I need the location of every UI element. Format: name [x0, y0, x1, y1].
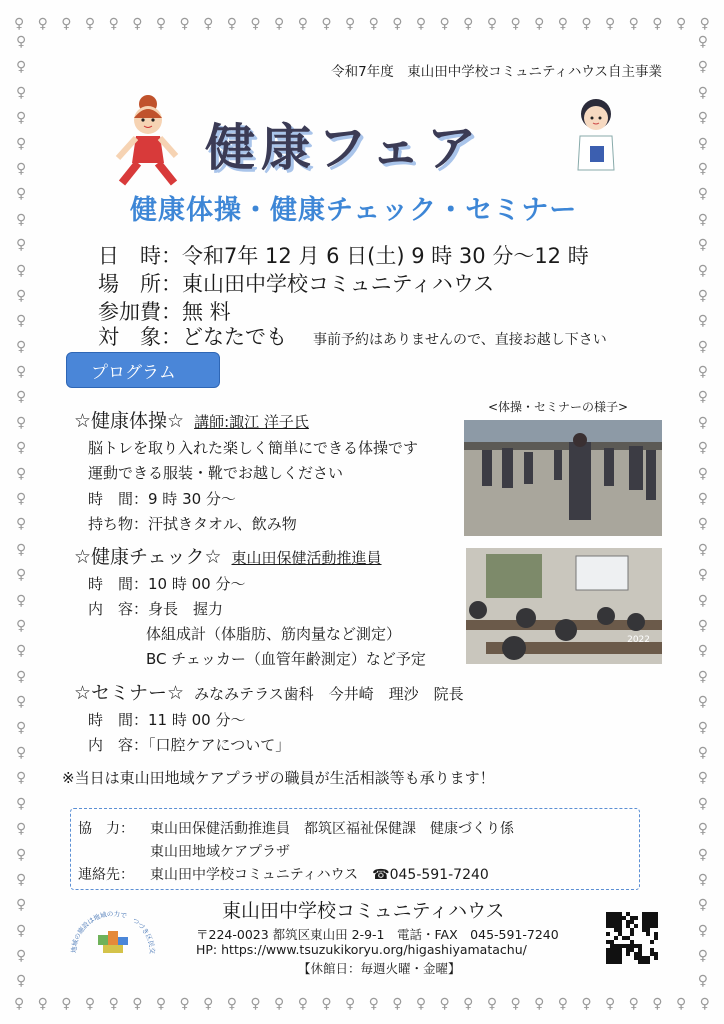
event-subtitle: 健康体操・健康チェック・セミナー	[130, 195, 578, 226]
border-figure-icon: ♀	[697, 795, 708, 812]
border-figure-icon: ♀	[132, 16, 143, 32]
info-datetime	[98, 240, 589, 270]
border-figure-icon: ♀	[697, 59, 708, 76]
border-figure-icon: ♀	[605, 996, 616, 1012]
border-figure-icon: ♀	[344, 996, 356, 1012]
program-badge: プログラム	[66, 352, 220, 388]
border-figure-icon: ♀	[203, 996, 214, 1012]
border-figure-icon: ♀	[510, 996, 521, 1012]
border-figure-icon: ♀	[628, 16, 639, 32]
border-figure-icon: ♀	[697, 414, 708, 431]
border-figure-icon: ♀	[557, 996, 568, 1012]
seminar-line: 時 間：11 時 00 分～	[88, 711, 246, 729]
border-figure-icon: ♀	[463, 996, 474, 1012]
contact-value: 東山田中学校コミュニティハウス ☎045-591-7240	[150, 867, 489, 883]
border-figure-icon: ♀	[274, 16, 285, 32]
border-figure-icon: ♀	[697, 262, 708, 279]
facility-address: 〒224-0023 都筑区東山田 2-9-1 電話・FAX 045-591-7240	[196, 927, 559, 942]
border-figure-icon: ♀	[697, 643, 708, 660]
border-figure-icon: ♀	[37, 996, 48, 1012]
border-figure-icon: ♀	[16, 694, 27, 711]
border-figure-icon: ♀	[16, 237, 27, 254]
border-figure-icon: ♀	[16, 338, 27, 355]
border-figure-icon: ♀	[297, 996, 308, 1012]
border-figure-icon: ♀	[16, 871, 27, 888]
border-figure-icon: ♀	[697, 973, 708, 990]
border-figure-icon: ♀	[16, 643, 27, 660]
border-figure-icon: ♀	[463, 16, 474, 32]
border-figure-icon: ♀	[697, 744, 708, 761]
border-figure-icon: ♀	[392, 16, 403, 32]
border-figure-icon: ♀	[226, 996, 238, 1012]
border-figure-icon: ♀	[368, 996, 379, 1012]
border-figure-icon: ♀	[16, 719, 27, 736]
border-figure-icon: ♀	[697, 160, 708, 177]
info-label: 場 所：	[98, 272, 182, 296]
check-organizer: 東山田保健活動推進員	[231, 549, 382, 567]
border-figure-icon: ♀	[321, 16, 332, 32]
border-figure-icon: ♀	[16, 135, 27, 152]
border-figure-icon: ♀	[16, 948, 27, 965]
border-figure-icon: ♀	[368, 16, 379, 32]
border-figure-icon: ♀	[16, 491, 27, 508]
check-line: BC チェッカー（血管年齢測定）など予定	[146, 650, 426, 668]
border-figure-icon: ♀	[697, 364, 708, 381]
border-figure-icon: ♀	[697, 110, 708, 127]
info-value: 無 料	[182, 300, 231, 324]
border-figure-icon: ♀	[510, 16, 521, 32]
border-figure-icon: ♀	[16, 262, 27, 279]
check-line: 体組成計（体脂肪、筋肉量など測定）	[146, 625, 402, 643]
border-figure-icon: ♀	[16, 186, 27, 203]
border-figure-icon: ♀	[652, 996, 663, 1012]
border-figure-icon: ♀	[581, 16, 592, 32]
border-figure-icon: ♀	[250, 16, 261, 32]
border-figure-icon: ♀	[16, 287, 27, 304]
border-figure-icon: ♀	[14, 16, 25, 32]
info-label: 参加費：	[98, 300, 182, 324]
border-decoration-top	[14, 16, 710, 32]
border-figure-icon: ♀	[697, 770, 708, 787]
border-figure-icon: ♀	[697, 465, 708, 482]
border-figure-icon: ♀	[534, 996, 545, 1012]
border-figure-icon: ♀	[16, 821, 27, 838]
border-figure-icon: ♀	[344, 16, 356, 32]
border-figure-icon: ♀	[16, 922, 27, 939]
border-decoration-right	[698, 34, 708, 990]
check-line: 内 容：身長 握力	[88, 600, 224, 618]
border-figure-icon: ♀	[697, 34, 708, 50]
border-figure-icon: ♀	[179, 16, 190, 32]
border-figure-icon: ♀	[697, 338, 708, 355]
border-figure-icon: ♀	[274, 996, 285, 1012]
border-figure-icon: ♀	[697, 440, 708, 457]
border-figure-icon: ♀	[628, 996, 639, 1012]
border-figure-icon: ♀	[697, 922, 708, 939]
info-value: 令和7年 12 月 6 日(土) 9 時 30 分～12 時	[182, 244, 589, 268]
closed-days: 【休館日：毎週火曜・金曜】	[298, 961, 461, 976]
border-figure-icon: ♀	[581, 996, 592, 1012]
border-figure-icon: ♀	[697, 617, 708, 634]
exercise-section-title: ☆健康体操☆ 講師:諏江 洋子氏	[74, 410, 309, 432]
border-figure-icon: ♀	[486, 996, 498, 1012]
border-figure-icon: ♀	[415, 16, 427, 32]
border-figure-icon: ♀	[697, 719, 708, 736]
border-figure-icon: ♀	[16, 313, 27, 330]
info-label: 日 時：	[98, 244, 182, 268]
border-figure-icon: ♀	[697, 313, 708, 330]
border-decoration-left	[16, 34, 26, 990]
info-value: どなたでも	[182, 325, 287, 349]
border-figure-icon: ♀	[534, 16, 545, 32]
border-figure-icon: ♀	[605, 16, 616, 32]
border-figure-icon: ♀	[16, 34, 27, 50]
border-figure-icon: ♀	[16, 973, 27, 990]
seminar-photo	[466, 548, 662, 664]
border-figure-icon: ♀	[16, 592, 27, 609]
seminar-section-title: ☆セミナー☆ みなみテラス歯科 今井崎 理沙 院長	[74, 682, 464, 704]
sponsor-line: 令和7年度 東山田中学校コミュニティハウス自主事業	[331, 64, 662, 80]
border-figure-icon: ♀	[108, 996, 119, 1012]
border-figure-icon: ♀	[84, 996, 96, 1012]
cooperation-line: 東山田地域ケアプラザ	[150, 844, 290, 860]
border-figure-icon: ♀	[16, 59, 27, 76]
border-figure-icon: ♀	[16, 389, 27, 406]
exercise-line: 運動できる服装・靴でお越しください	[88, 464, 344, 482]
border-figure-icon: ♀	[675, 996, 687, 1012]
border-figure-icon: ♀	[132, 996, 143, 1012]
border-figure-icon: ♀	[297, 16, 308, 32]
border-figure-icon: ♀	[652, 16, 663, 32]
photo-caption: <体操・セミナーの様子>	[488, 400, 629, 414]
border-figure-icon: ♀	[16, 414, 27, 431]
event-title: 健康フェア	[205, 119, 483, 177]
seminar-speaker: みなみテラス歯科 今井崎 理沙 院長	[194, 685, 464, 703]
border-figure-icon: ♀	[16, 84, 27, 101]
border-figure-icon: ♀	[61, 16, 72, 32]
border-figure-icon: ♀	[697, 897, 708, 914]
border-figure-icon: ♀	[16, 744, 27, 761]
border-figure-icon: ♀	[14, 996, 25, 1012]
check-line: 時 間：10 時 00 分～	[88, 575, 246, 593]
border-figure-icon: ♀	[61, 996, 72, 1012]
border-figure-icon: ♀	[250, 996, 261, 1012]
exercise-line: 時 間：9 時 30 分～	[88, 490, 236, 508]
facility-name: 東山田中学校コミュニティハウス	[222, 900, 505, 922]
border-figure-icon: ♀	[16, 160, 27, 177]
association-logo	[68, 905, 158, 969]
border-figure-icon: ♀	[675, 16, 687, 32]
border-figure-icon: ♀	[697, 567, 708, 584]
border-figure-icon: ♀	[321, 996, 332, 1012]
border-figure-icon: ♀	[697, 871, 708, 888]
border-figure-icon: ♀	[697, 821, 708, 838]
border-figure-icon: ♀	[486, 16, 498, 32]
border-figure-icon: ♀	[697, 389, 708, 406]
info-value: 東山田中学校コミュニティハウス	[182, 272, 495, 296]
border-figure-icon: ♀	[203, 16, 214, 32]
exercise-photo	[464, 420, 662, 536]
svg-text:地域の施設は地域の力で つづき区民交流協会: 地域の施設は地域の力で つづき区民交	[69, 909, 157, 955]
border-figure-icon: ♀	[415, 996, 427, 1012]
border-figure-icon: ♀	[16, 897, 27, 914]
border-figure-icon: ♀	[699, 16, 710, 32]
border-figure-icon: ♀	[16, 516, 27, 533]
qr-code[interactable]	[606, 912, 658, 964]
border-figure-icon: ♀	[697, 211, 708, 228]
border-figure-icon: ♀	[697, 186, 708, 203]
cooperation-label: 協 力：	[78, 821, 134, 837]
reservation-note: 事前予約はありませんので、直接お越し下さい	[313, 332, 607, 348]
nurse-illustration	[570, 92, 622, 172]
border-figure-icon: ♀	[37, 16, 48, 32]
border-figure-icon: ♀	[179, 996, 190, 1012]
exercising-woman-illustration	[108, 88, 186, 188]
border-figure-icon: ♀	[557, 16, 568, 32]
border-figure-icon: ♀	[16, 465, 27, 482]
border-figure-icon: ♀	[16, 668, 27, 685]
exercise-line: 持ち物：汗拭きタオル、飲み物	[88, 515, 297, 533]
border-figure-icon: ♀	[16, 846, 27, 863]
border-figure-icon: ♀	[697, 694, 708, 711]
cooperation-line: 東山田保健活動推進員 都筑区福祉保健課 健康づくり係	[150, 821, 514, 837]
seminar-line: 内 容：「口腔ケアについて」	[88, 736, 291, 754]
border-figure-icon: ♀	[155, 16, 167, 32]
border-figure-icon: ♀	[697, 287, 708, 304]
border-figure-icon: ♀	[697, 237, 708, 254]
facility-website[interactable]: HP: https://www.tsuzukikoryu.org/higashiyamatachu/	[196, 942, 527, 957]
border-figure-icon: ♀	[697, 668, 708, 685]
check-section-title: ☆健康チェック☆ 東山田保健活動推進員	[74, 546, 382, 568]
border-figure-icon: ♀	[697, 541, 708, 558]
consultation-note: ※当日は東山田地域ケアプラザの職員が生活相談等も承ります！	[62, 769, 495, 787]
border-figure-icon: ♀	[16, 440, 27, 457]
border-figure-icon: ♀	[16, 211, 27, 228]
border-figure-icon: ♀	[108, 16, 119, 32]
border-figure-icon: ♀	[697, 84, 708, 101]
border-figure-icon: ♀	[697, 491, 708, 508]
border-figure-icon: ♀	[16, 364, 27, 381]
contact-label: 連絡先：	[78, 867, 134, 883]
exercise-instructor: 講師:諏江 洋子氏	[194, 413, 309, 431]
border-figure-icon: ♀	[16, 541, 27, 558]
info-target	[98, 321, 607, 351]
border-figure-icon: ♀	[697, 592, 708, 609]
border-figure-icon: ♀	[84, 16, 96, 32]
border-figure-icon: ♀	[392, 996, 403, 1012]
border-figure-icon: ♀	[16, 795, 27, 812]
border-figure-icon: ♀	[699, 996, 710, 1012]
photo-year-label: 2022	[627, 635, 650, 645]
border-figure-icon: ♀	[697, 846, 708, 863]
border-figure-icon: ♀	[439, 16, 450, 32]
border-decoration-bottom	[14, 996, 710, 1012]
border-figure-icon: ♀	[226, 16, 238, 32]
exercise-line: 脳トレを取り入れた楽しく簡単にできる体操です	[88, 439, 419, 457]
border-figure-icon: ♀	[16, 770, 27, 787]
border-figure-icon: ♀	[697, 135, 708, 152]
border-figure-icon: ♀	[16, 567, 27, 584]
border-figure-icon: ♀	[16, 617, 27, 634]
border-figure-icon: ♀	[697, 948, 708, 965]
info-place	[98, 268, 494, 298]
border-figure-icon: ♀	[439, 996, 450, 1012]
border-figure-icon: ♀	[697, 516, 708, 533]
border-figure-icon: ♀	[16, 110, 27, 127]
info-label: 対 象：	[98, 325, 182, 349]
border-figure-icon: ♀	[155, 996, 167, 1012]
